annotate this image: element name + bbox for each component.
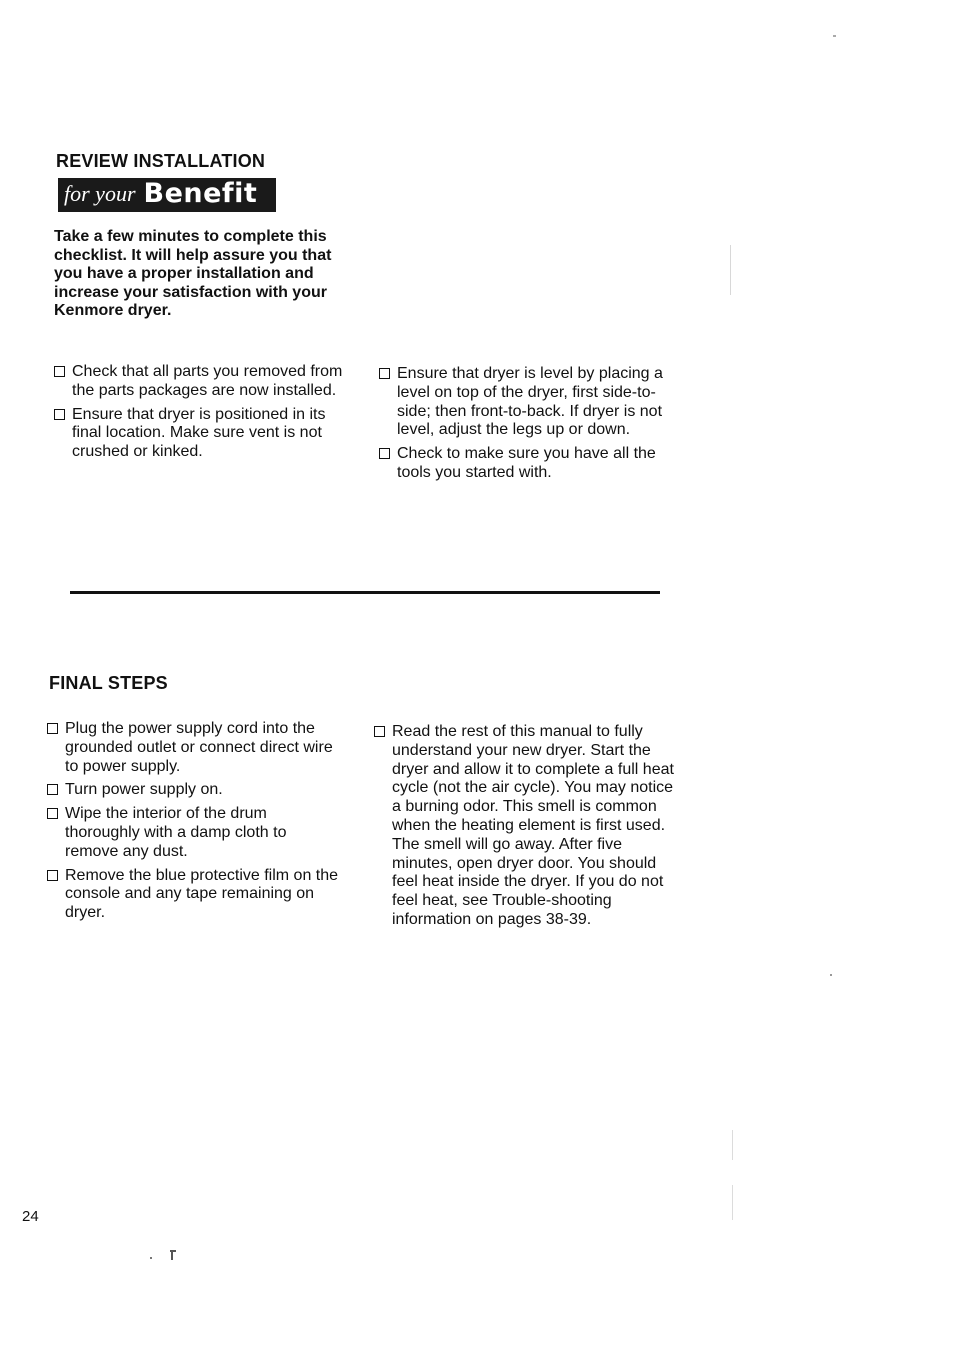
banner-big-text: Benefit [143,178,258,209]
final-checklist-left [47,720,339,928]
checklist-item-text: Remove the blue protective film on the console and any tape remaining on dryer. [65,866,339,922]
checklist-item-text: Ensure that dryer is level by placing a level on top of the dryer, first side-to-side; then front-to-back. If dryer is not level, adjust the legs up or down. [397,365,663,439]
checklist-item[interactable] [374,723,674,930]
checklist-item[interactable] [47,805,339,861]
checklist-item[interactable] [47,781,339,800]
review-checklist-left [54,363,344,467]
checklist-item-text: Turn power supply on. [65,781,223,799]
checkbox-icon[interactable] [47,808,58,819]
scan-artifact [732,1185,733,1220]
scan-artifact [830,974,832,976]
scan-artifact [150,1257,152,1259]
checklist-item-text: Check to make sure you have all the tools you started with. [397,445,656,481]
checklist-item-text: Check that all parts you removed from the parts packages are now installed. [72,363,343,399]
checkbox-icon[interactable] [379,368,390,379]
scan-artifact [730,245,731,295]
review-checklist-right [379,365,679,488]
banner-script-text: for your [64,181,136,206]
scan-artifact [171,1250,173,1260]
checklist-item-text: Ensure that dryer is positioned in its final location. Make sure vent is not crushed or kinked. [72,405,326,461]
review-installation-heading: REVIEW INSTALLATION [56,151,266,171]
checklist-item-text: Read the rest of this manual to fully understand your new dryer. Start the dryer and allow it to complete a full heat cycle (not the air cycle). You may notice a burning odor. This smell is common when the heating element is first used. The smell will go away. After five minutes, open dryer door. You should feel heat inside the dryer. If you do not feel heat, see Trouble-shooting information on pages 38-39. [392,723,674,928]
checklist-item[interactable] [54,363,344,401]
checklist-item[interactable] [379,445,679,483]
checklist-item[interactable] [379,365,679,440]
for-your-benefit-banner [58,178,276,212]
section-divider [70,591,660,594]
checkbox-icon[interactable] [47,784,58,795]
checkbox-icon[interactable] [54,409,65,420]
checklist-item[interactable] [47,720,339,776]
checklist-item-text: Wipe the interior of the drum thoroughly with a damp cloth to remove any dust. [65,805,287,860]
page-number: 24 [22,1208,39,1225]
final-checklist-right [374,723,674,935]
checklist-item[interactable] [54,406,344,462]
final-steps-heading: FINAL STEPS [49,673,168,693]
checkbox-icon[interactable] [379,448,390,459]
checkbox-icon[interactable] [47,723,58,734]
checkbox-icon[interactable] [54,366,65,377]
checkbox-icon[interactable] [47,870,58,881]
scan-artifact [732,1130,733,1160]
checklist-item[interactable] [47,867,339,923]
checkbox-icon[interactable] [374,726,385,737]
review-intro-text: Take a few minutes to complete this checklist. It will help assure you that you have a proper installation and increase your satisfaction with your Kenmore dryer. [54,228,332,320]
scan-artifact [833,35,836,37]
checklist-item-text: Plug the power supply cord into the grounded outlet or connect direct wire to power supply. [65,720,333,775]
